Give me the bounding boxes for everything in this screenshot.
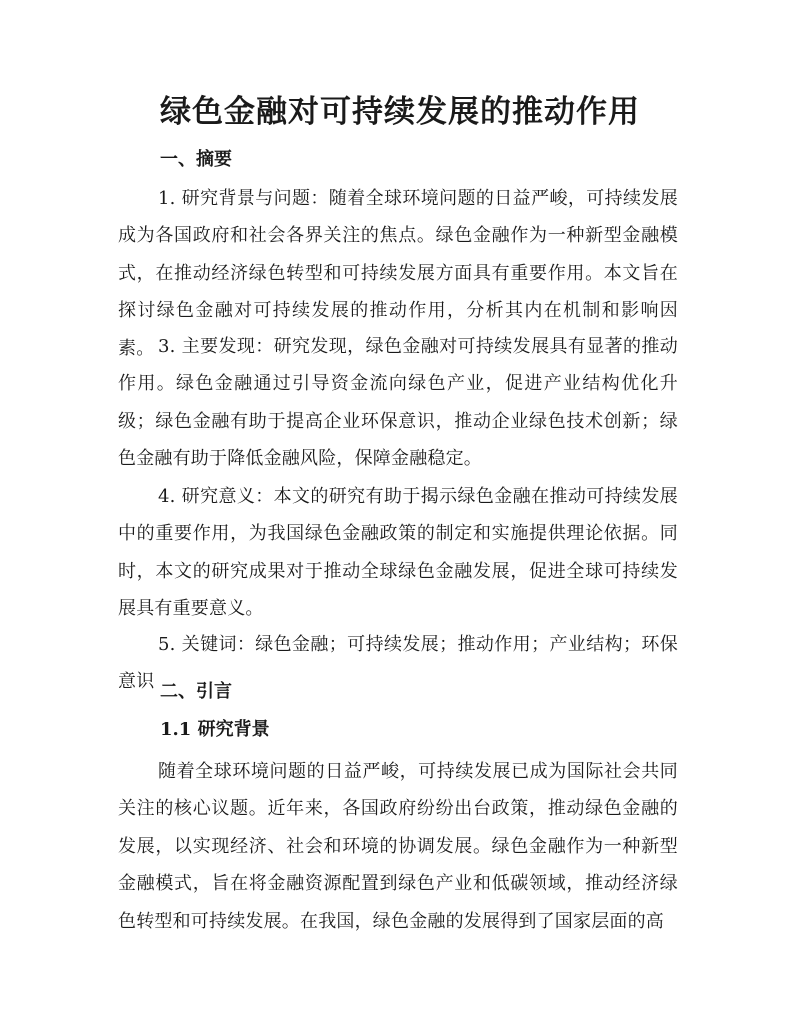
- section-heading-introduction: 二、引言: [160, 681, 232, 702]
- abstract-paragraph-significance: 4. 研究意义：本文的研究有助于揭示绿色金融在推动可持续发展中的重要作用，为我国绿色金融政策的制定和实施提供理论依据。同时，本文的研究成果对于推动全球绿色金融发展，促进全球可持续发展具有重要意义。: [118, 486, 678, 620]
- abstract-paragraph-findings: 3. 主要发现：研究发现，绿色金融对可持续发展具有显著的推动作用。绿色金融通过引导资金流向绿色产业，促进产业结构优化升级；绿色金融有助于提高企业环保意识，推动企业绿色技术创新；绿色金融有助于降低金融风险，保障金融稳定。: [118, 336, 678, 470]
- abstract-paragraph-keywords: 5. 关键词：绿色金融；可持续发展；推动作用；产业结构；环保意识: [118, 634, 678, 693]
- section-heading-abstract: 一、摘要: [160, 149, 232, 170]
- subsection-heading-background: 1.1 研究背景: [160, 719, 270, 740]
- intro-paragraph: 随着全球环境问题的日益严峻，可持续发展已成为国际社会共同关注的核心议题。近年来，各国政府纷纷出台政策，推动绿色金融的发展，以实现经济、社会和环境的协调发展。绿色金融作为一种新型金融模式，旨在将金融资源配置到绿色产业和低碳领域，推动经济绿色转型和可持续发展。在我国，绿色金融的发展得到了国家层面的高: [118, 761, 678, 932]
- abstract-paragraph-background: 1. 研究背景与问题：随着全球环境问题的日益严峻，可持续发展成为各国政府和社会各界关注的焦点。绿色金融作为一种新型金融模式，在推动经济绿色转型和可持续发展方面具有重要作用。本文旨在探讨绿色金融对可持续发展的推动作用，分析其内在机制和影响因素。: [118, 188, 678, 359]
- document-title: 绿色金融对可持续发展的推动作用: [160, 94, 640, 130]
